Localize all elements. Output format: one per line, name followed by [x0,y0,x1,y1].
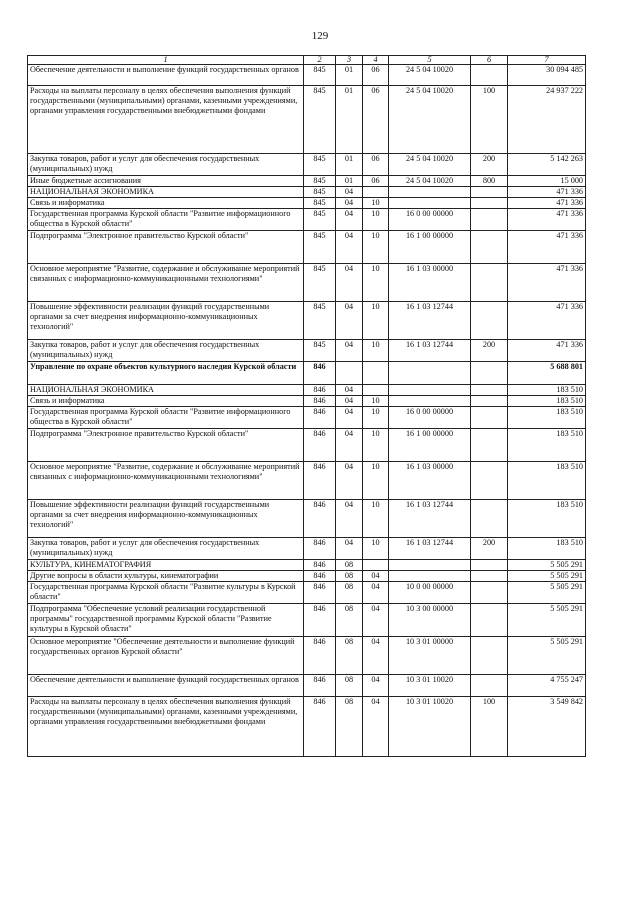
row-subsection [363,362,389,385]
row-target-article: 16 1 00 00000 [389,231,471,264]
row-section: 08 [336,637,363,675]
row-subsection: 06 [363,154,389,176]
table-row [28,198,586,209]
row-name: Связь и информатика [28,198,304,209]
row-subsection: 10 [363,340,389,362]
table-row [28,86,586,154]
row-amount: 3 549 842 [508,697,586,757]
row-name: Подпрограмма "Электронное правительство Курской области" [28,429,304,462]
row-ved: 846 [304,538,336,560]
row-target-article: 24 5 04 10020 [389,86,471,154]
table-row [28,697,586,757]
row-expense-type [471,637,508,675]
row-subsection: 04 [363,637,389,675]
table-header-row [28,56,586,65]
table-row [28,500,586,538]
row-subsection: 04 [363,675,389,697]
row-target-article [389,362,471,385]
row-amount: 5 505 291 [508,582,586,604]
row-amount: 5 505 291 [508,637,586,675]
row-target-article: 16 1 03 12744 [389,302,471,340]
table-row [28,396,586,407]
row-amount: 5 688 801 [508,362,586,385]
row-amount: 4 755 247 [508,675,586,697]
row-amount: 183 510 [508,407,586,429]
row-section: 04 [336,538,363,560]
row-ved: 845 [304,187,336,198]
table-row [28,462,586,500]
row-ved: 846 [304,407,336,429]
row-subsection: 04 [363,697,389,757]
header-col-7: 7 [508,56,586,65]
row-expense-type [471,231,508,264]
row-name: Повышение эффективности реализации функций государственными органами за счет внедрения информационно-коммуникационных технологий" [28,500,304,538]
row-section: 04 [336,209,363,231]
row-section: 01 [336,154,363,176]
row-subsection: 04 [363,604,389,637]
row-name: НАЦИОНАЛЬНАЯ ЭКОНОМИКА [28,187,304,198]
row-subsection: 10 [363,231,389,264]
row-subsection: 06 [363,65,389,86]
header-col-4: 4 [363,56,389,65]
row-ved: 846 [304,385,336,396]
row-amount: 24 937 222 [508,86,586,154]
row-amount: 471 336 [508,264,586,302]
row-expense-type [471,560,508,571]
row-section: 04 [336,407,363,429]
header-col-1: 1 [28,56,304,65]
row-amount: 183 510 [508,429,586,462]
row-subsection: 06 [363,86,389,154]
row-target-article: 24 5 04 10020 [389,154,471,176]
row-subsection: 10 [363,538,389,560]
row-ved: 846 [304,604,336,637]
row-name: Расходы на выплаты персоналу в целях обеспечения выполнения функций государственными (муниципальными) органами, казенными учреждениями, органами управления государственными внебюджетными фондами [28,697,304,757]
row-subsection: 10 [363,302,389,340]
table-row [28,231,586,264]
row-expense-type: 100 [471,697,508,757]
row-target-article [389,396,471,407]
header-col-5: 5 [389,56,471,65]
row-target-article [389,198,471,209]
row-name: Основное мероприятие "Развитие, содержание и обслуживание мероприятий связанных с информационно-коммуникационными технологиями" [28,264,304,302]
table-row [28,176,586,187]
table-row [28,571,586,582]
row-name: Основное мероприятие "Обеспечение деятельности и выполнение функций государственных органов Курской области" [28,637,304,675]
row-section: 04 [336,302,363,340]
row-section: 04 [336,462,363,500]
row-name: Государственная программа Курской области "Развитие информационного общества в Курской области" [28,407,304,429]
row-target-article: 16 1 03 00000 [389,264,471,302]
row-section: 08 [336,571,363,582]
row-section: 08 [336,604,363,637]
row-section: 04 [336,396,363,407]
row-expense-type [471,500,508,538]
row-subsection [363,385,389,396]
row-ved: 845 [304,209,336,231]
table-row [28,385,586,396]
row-ved: 845 [304,302,336,340]
row-subsection: 10 [363,462,389,500]
row-ved: 846 [304,560,336,571]
row-ved: 845 [304,154,336,176]
row-name: Основное мероприятие "Развитие, содержание и обслуживание мероприятий связанных с информационно-коммуникационными технологиями" [28,462,304,500]
row-section: 01 [336,86,363,154]
row-name: Обеспечение деятельности и выполнение функций государственных органов [28,65,304,86]
row-name: Иные бюджетные ассигнования [28,176,304,187]
table-row [28,675,586,697]
row-expense-type [471,209,508,231]
row-expense-type [471,302,508,340]
row-subsection: 04 [363,582,389,604]
row-amount: 471 336 [508,231,586,264]
row-subsection: 06 [363,176,389,187]
row-name: Управление по охране объектов культурного наследия Курской области [28,362,304,385]
table-row [28,302,586,340]
table-row [28,560,586,571]
row-ved: 846 [304,582,336,604]
row-section: 01 [336,65,363,86]
row-amount: 183 510 [508,500,586,538]
row-expense-type: 200 [471,538,508,560]
row-amount: 5 505 291 [508,571,586,582]
row-name: Расходы на выплаты персоналу в целях обеспечения выполнения функций государственными (муниципальными) органами, казенными учреждениями, органами управления государственными внебюджетными фондами [28,86,304,154]
row-target-article: 16 1 03 12744 [389,340,471,362]
row-target-article: 10 3 00 00000 [389,604,471,637]
header-col-3: 3 [336,56,363,65]
row-expense-type [471,604,508,637]
row-expense-type [471,396,508,407]
row-amount: 183 510 [508,385,586,396]
row-expense-type [471,429,508,462]
table-row [28,340,586,362]
row-expense-type [471,385,508,396]
row-section: 01 [336,176,363,187]
row-target-article: 16 1 00 00000 [389,429,471,462]
row-target-article: 24 5 04 10020 [389,65,471,86]
row-expense-type [471,407,508,429]
row-section: 08 [336,582,363,604]
row-amount: 5 505 291 [508,560,586,571]
row-amount: 5 142 263 [508,154,586,176]
row-name: Другие вопросы в области культуры, кинематографии [28,571,304,582]
row-subsection: 10 [363,264,389,302]
row-amount: 471 336 [508,340,586,362]
row-expense-type [471,582,508,604]
row-target-article [389,560,471,571]
row-section: 04 [336,231,363,264]
row-name: Обеспечение деятельности и выполнение функций государственных органов [28,675,304,697]
row-amount: 15 000 [508,176,586,187]
table-row [28,264,586,302]
row-subsection: 04 [363,571,389,582]
header-col-6: 6 [471,56,508,65]
table-row [28,154,586,176]
row-name: КУЛЬТУРА, КИНЕМАТОГРАФИЯ [28,560,304,571]
row-subsection [363,560,389,571]
row-expense-type: 200 [471,340,508,362]
row-expense-type [471,65,508,86]
row-ved: 846 [304,396,336,407]
row-expense-type [471,198,508,209]
row-target-article: 16 0 00 00000 [389,407,471,429]
page-number: 129 [311,30,329,42]
table-row [28,187,586,198]
row-ved: 846 [304,462,336,500]
row-ved: 846 [304,500,336,538]
table-row [28,538,586,560]
row-amount: 471 336 [508,209,586,231]
row-target-article: 16 1 03 12744 [389,538,471,560]
row-name: Подпрограмма "Обеспечение условий реализации государственной программы" государственной программы Курской области "Развитие культуры в Курской области" [28,604,304,637]
row-subsection: 10 [363,500,389,538]
row-section: 04 [336,500,363,538]
row-section: 04 [336,385,363,396]
row-name: Повышение эффективности реализации функций государственными органами за счет внедрения информационно-коммуникационных технологий" [28,302,304,340]
row-amount: 183 510 [508,396,586,407]
row-expense-type: 800 [471,176,508,187]
row-subsection: 10 [363,198,389,209]
row-ved: 846 [304,429,336,462]
row-target-article: 10 3 01 10020 [389,675,471,697]
row-section [336,362,363,385]
row-section: 04 [336,264,363,302]
header-col-2: 2 [304,56,336,65]
row-name: Связь и информатика [28,396,304,407]
row-target-article: 16 0 00 00000 [389,209,471,231]
row-target-article [389,571,471,582]
row-name: Подпрограмма "Электронное правительство Курской области" [28,231,304,264]
table-row [28,582,586,604]
row-target-article: 16 1 03 12744 [389,500,471,538]
row-section: 08 [336,697,363,757]
row-expense-type [471,675,508,697]
row-subsection: 10 [363,396,389,407]
row-amount: 471 336 [508,198,586,209]
row-expense-type [471,187,508,198]
table-row [28,604,586,637]
row-section: 04 [336,429,363,462]
table-row [28,65,586,86]
row-section: 04 [336,340,363,362]
row-target-article: 16 1 03 00000 [389,462,471,500]
row-expense-type [471,462,508,500]
row-subsection: 10 [363,429,389,462]
row-target-article [389,187,471,198]
row-name: Закупка товаров, работ и услуг для обеспечения государственных (муниципальных) нужд [28,154,304,176]
row-amount: 183 510 [508,462,586,500]
row-section: 04 [336,187,363,198]
row-amount: 471 336 [508,187,586,198]
row-target-article: 24 5 04 10020 [389,176,471,187]
row-amount: 471 336 [508,302,586,340]
row-name: Закупка товаров, работ и услуг для обеспечения государственных (муниципальных) нужд [28,538,304,560]
table-row [28,637,586,675]
table-row [28,209,586,231]
row-ved: 845 [304,86,336,154]
row-ved: 845 [304,340,336,362]
row-target-article: 10 3 01 00000 [389,637,471,675]
row-ved: 845 [304,198,336,209]
table-row [28,362,586,385]
row-subsection [363,187,389,198]
row-amount: 183 510 [508,538,586,560]
row-ved: 845 [304,176,336,187]
row-expense-type: 200 [471,154,508,176]
row-expense-type [471,571,508,582]
budget-table [27,55,586,757]
row-name: НАЦИОНАЛЬНАЯ ЭКОНОМИКА [28,385,304,396]
row-ved: 846 [304,697,336,757]
row-name: Государственная программа Курской области "Развитие информационного общества в Курской области" [28,209,304,231]
row-target-article: 10 0 00 00000 [389,582,471,604]
row-ved: 846 [304,571,336,582]
row-section: 04 [336,198,363,209]
row-ved: 845 [304,264,336,302]
row-name: Государственная программа Курской области "Развитие культуры в Курской области" [28,582,304,604]
row-subsection: 10 [363,209,389,231]
row-ved: 846 [304,362,336,385]
table-row [28,429,586,462]
row-section: 08 [336,675,363,697]
row-ved: 846 [304,637,336,675]
row-expense-type: 100 [471,86,508,154]
row-expense-type [471,264,508,302]
row-target-article: 10 3 01 10020 [389,697,471,757]
row-section: 08 [336,560,363,571]
row-amount: 5 505 291 [508,604,586,637]
row-target-article [389,385,471,396]
row-ved: 845 [304,65,336,86]
table-row [28,407,586,429]
row-ved: 846 [304,675,336,697]
row-subsection: 10 [363,407,389,429]
row-amount: 30 094 485 [508,65,586,86]
row-expense-type [471,362,508,385]
row-name: Закупка товаров, работ и услуг для обеспечения государственных (муниципальных) нужд [28,340,304,362]
row-ved: 845 [304,231,336,264]
